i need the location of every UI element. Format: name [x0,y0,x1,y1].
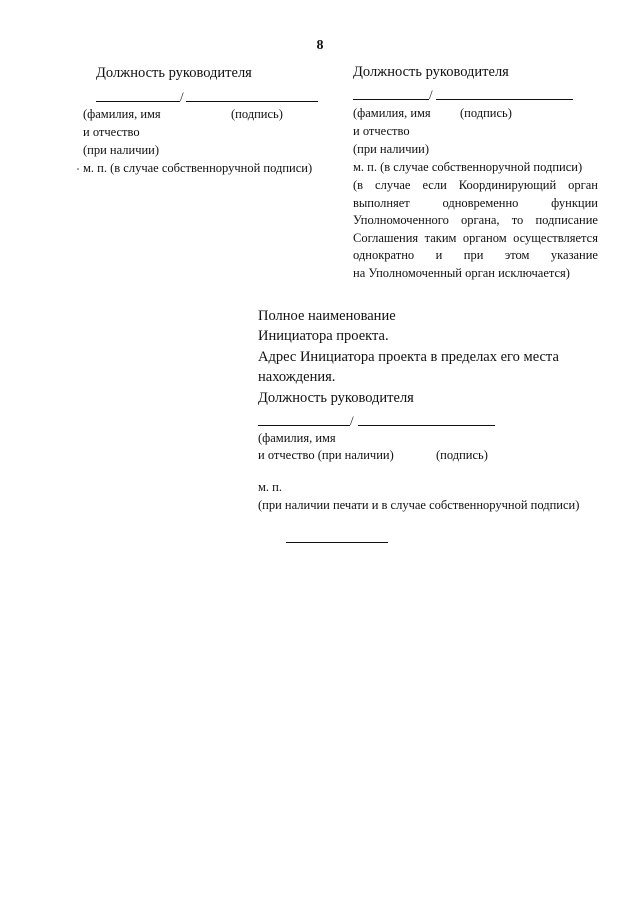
initiator-address-label-cont: нахождения. [258,369,336,385]
note-line [353,247,598,265]
left-slash: / [180,89,184,104]
note-word: однократно [353,248,415,262]
note-line [353,177,598,195]
note-word: указание [550,248,598,262]
initiator-name-label-2: и отчество (при наличии) [258,448,394,462]
initiator-position-label: Должность руководителя [258,390,414,406]
left-signature-label: (подпись) [231,107,283,121]
initiator-address-label: Адрес Инициатора проекта в пределах его места [258,349,559,365]
right-signature-label: (подпись) [460,106,512,120]
note-word: органа, [461,213,500,227]
note-word: Координирующий [458,178,557,192]
note-word: таким [424,230,457,245]
left-name-label-3: (при наличии) [83,143,160,157]
right-heading: Должность руководителя [353,64,509,80]
right-name-label-2: и отчество [353,124,410,138]
note-word: случае [375,178,411,192]
note-line [353,212,598,230]
initiator-signature-label: (подпись) [436,448,488,462]
right-stamp-label: м. п. (в случае собственноручной подписи) [353,160,583,174]
left-signature-line [96,88,318,102]
note-word: при [463,248,484,262]
note-line [353,230,598,248]
left-name-label-2: и отчество [83,125,140,139]
scan-speck [77,168,79,170]
note-word: и [435,248,443,262]
note-word: Соглашения [353,230,419,245]
left-name-label-1: (фамилия, имя [83,107,161,121]
page-number: 8 [316,38,324,53]
note-line [353,195,598,213]
note-word: орган [568,178,598,192]
initiator-full-name-label: Полное наименование [258,308,396,324]
note-word: Уполномоченного [353,213,449,227]
note-word: одновременно [442,195,519,210]
left-stamp-label: м. п. (в случае собственноручной подписи) [83,161,313,175]
right-signature-line [353,86,573,100]
coordinating-body-note [353,177,598,282]
right-name-label-3: (при наличии) [353,142,430,156]
initiator-slash: / [350,413,354,428]
note-word: то [511,213,524,227]
note-word: этом [504,248,530,262]
note-word: выполняет [353,195,410,210]
right-name-label-1: (фамилия, имя [353,106,431,120]
left-heading: Должность руководителя [96,65,252,81]
note-word: органом [462,230,507,245]
note-line-last: на Уполномоченный орган исключается) [353,265,570,280]
note-word: если [422,178,447,192]
initiator-name-label-1: (фамилия, имя [258,431,336,445]
end-separator-line [286,542,388,543]
initiator-stamp-label: м. п. [258,480,282,494]
initiator-signature-line [258,412,495,426]
note-word: осуществляется [513,230,598,245]
note-word: функции [551,195,598,210]
initiator-label: Инициатора проекта. [258,328,389,344]
note-word: (в [353,178,364,192]
right-slash: / [429,87,433,102]
note-word: подписание [535,213,598,227]
initiator-stamp-note: (при наличии печати и в случае собственноручной подписи) [258,498,580,512]
